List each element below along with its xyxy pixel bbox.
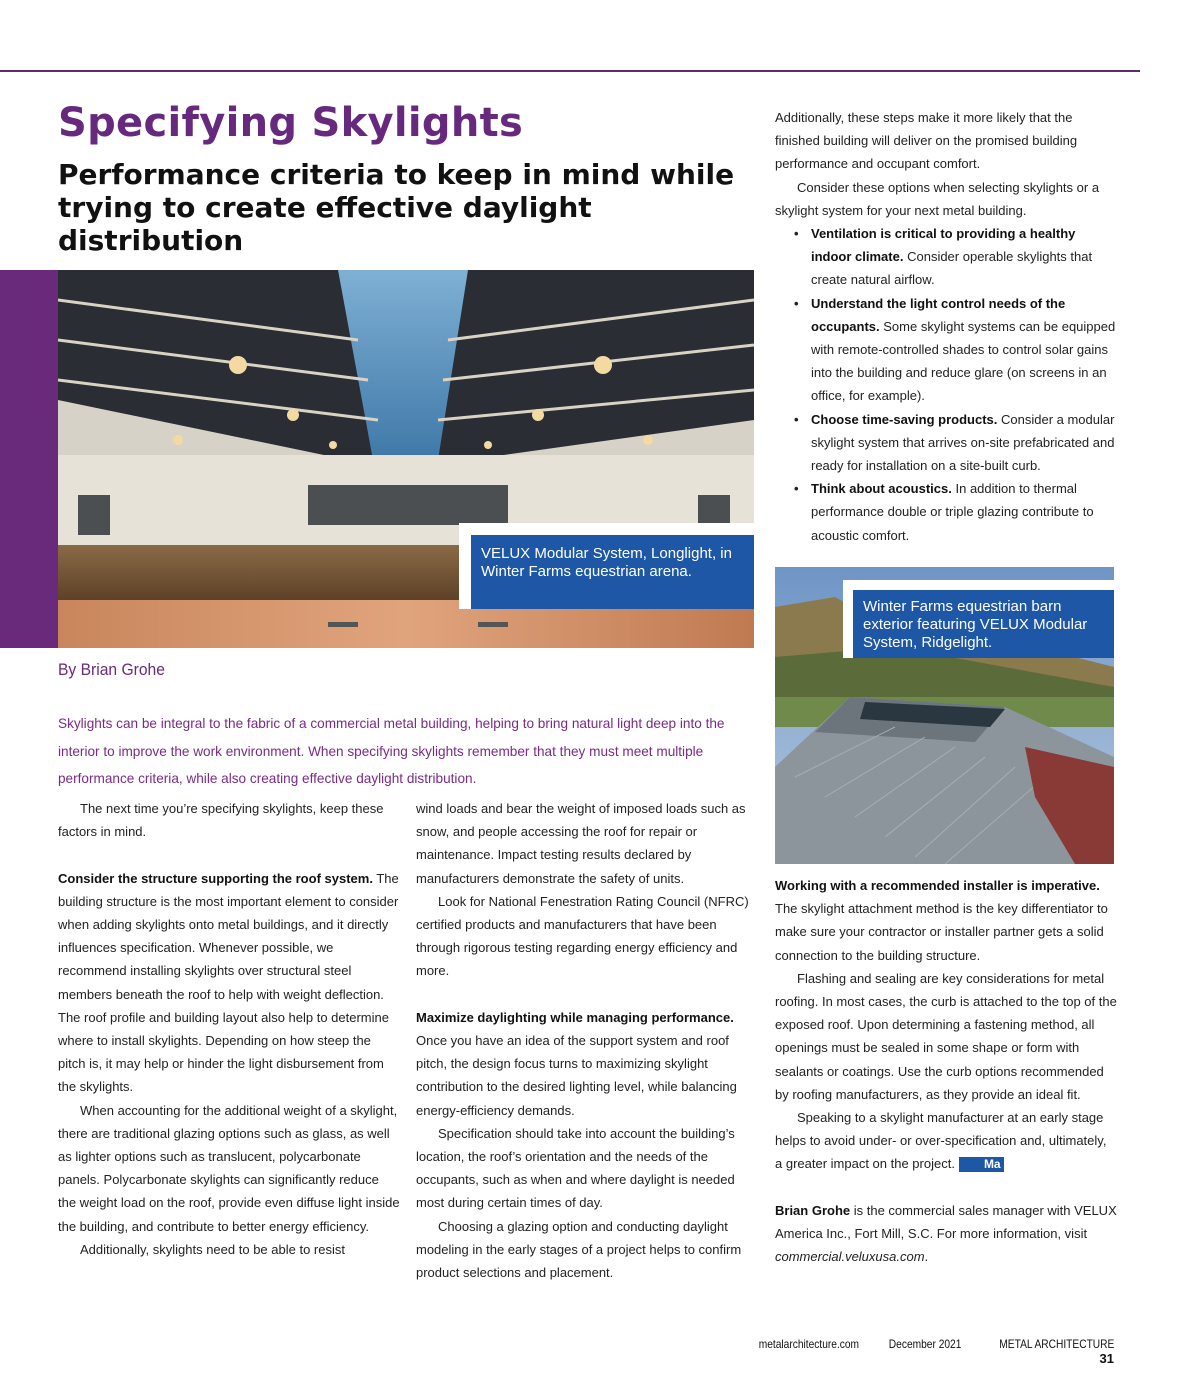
page-footer bbox=[700, 1337, 1114, 1366]
paragraph: Consider these options when selecting skylights or a skylight system for your next metal building. bbox=[775, 179, 1100, 218]
article-subtitle: Performance criteria to keep in mind while trying to create effective daylight distribution bbox=[58, 158, 735, 257]
list-item: • Understand the light control needs of the occupants. Some skylight systems can be equipped with remote-controlled shades to control solar gains into the building and reduce glare (on screens in an office, for example). bbox=[811, 292, 1117, 408]
accent-side-bar bbox=[0, 270, 58, 648]
article-title: Specifying Skylights bbox=[58, 100, 524, 146]
bullet-icon: • bbox=[794, 226, 799, 242]
barn-caption-box bbox=[843, 580, 1114, 658]
bullet-icon: • bbox=[794, 481, 799, 497]
author-byline: By Brian Grohe bbox=[58, 660, 165, 679]
author-bio: Brian Grohe is the commercial sales manager with VELUX America Inc., Fort Mill, S.C. For more information, visit commercial.veluxusa.com. bbox=[775, 1202, 1117, 1265]
website-link[interactable]: commercial.veluxusa.com bbox=[775, 1249, 925, 1265]
body-column-4 bbox=[775, 874, 1117, 1268]
paragraph: Speaking to a skylight manufacturer at an early stage helps to avoid under- or over-specification and, ultimately, a greater impact on the project. Ma bbox=[775, 1110, 1107, 1172]
body-column-3 bbox=[775, 106, 1117, 547]
bullet-icon: • bbox=[794, 295, 799, 311]
arena-caption-box bbox=[459, 523, 754, 609]
paragraph: Flashing and sealing are key considerations for metal roofing. In most cases, the curb is attached to the top of the exposed roof. Upon determining a fastening method, all openings must be sealed in some shape or form with sealants or coatings. Use the curb options recommended by roofing manufacturers, as they provide an ideal fit. bbox=[775, 970, 1117, 1102]
paragraph: Additionally, skylights need to be able to resist bbox=[80, 1241, 345, 1257]
list-item: • Think about acoustics. In addition to thermal performance double or triple glazing contribute to acoustic comfort. bbox=[811, 477, 1117, 547]
top-rule bbox=[0, 70, 1140, 72]
paragraph: When accounting for the additional weight of a skylight, there are traditional glazing options such as glass, as well as lighter options such as translucent, polycarbonate panels. Polycarbonate skylights can significantly reduce the weight load on the roof, provide even diffuse light inside the building, and contribute to better energy efficiency. bbox=[58, 1102, 400, 1234]
paragraph: Consider the structure supporting the roof system. The building structure is the most important element to consider when adding skylights onto metal buildings, and it directly influences specification. Whenever possible, we recommend installing skylights over structural steel members beneath the roof to help with weight deflection. The roof profile and building layout also help to determine where to install skylights. Depending on how steep the pitch is, it may help or hinder the light disbursement from the skylights. bbox=[58, 870, 399, 1095]
list-item: • Ventilation is critical to providing a healthy indoor climate. Consider operable skylights that create natural airflow. bbox=[811, 222, 1117, 292]
paragraph: Look for National Fenestration Rating Council (NFRC) certified products and manufacturers that have been through rigorous testing regarding energy efficiency and more. bbox=[416, 893, 749, 979]
paragraph: Working with a recommended installer is imperative. The skylight attachment method is the key differentiator to make sure your contractor or installer partner gets a solid connection to the building structure. bbox=[775, 878, 1108, 963]
arena-caption: VELUX Modular System, Longlight, in Winter Farms equestrian arena. bbox=[471, 535, 754, 609]
paragraph: wind loads and bear the weight of imposed loads such as snow, and people accessing the roof for repair or maintenance. Impact testing results declared by manufacturers demonstrate the safety of units. bbox=[416, 801, 746, 886]
bullet-icon: • bbox=[794, 411, 799, 427]
paragraph: The next time you’re specifying skylights, keep these factors in mind. bbox=[58, 801, 384, 840]
section-heading: Working with a recommended installer is imperative. bbox=[775, 878, 1100, 893]
footer-magazine: METAL ARCHITECTURE bbox=[998, 1337, 1114, 1351]
section-heading: Consider the structure supporting the roof system. bbox=[58, 870, 373, 886]
paragraph: Additionally, these steps make it more likely that the finished building will deliver on the promised building performance and occupant comfort. bbox=[775, 110, 1078, 172]
end-mark-logo: Ma bbox=[959, 1157, 1004, 1172]
intro-paragraph: Skylights can be integral to the fabric of a commercial metal building, helping to bring natural light deep into the interior to improve the work environment. When specifying skylights remember that they must meet multiple performance criteria, while also creating effective daylight distribution. bbox=[58, 716, 725, 786]
page-number: 31 bbox=[1099, 1351, 1114, 1366]
body-column-1 bbox=[58, 797, 400, 1261]
options-list bbox=[775, 222, 1117, 547]
body-column-2 bbox=[416, 797, 756, 1284]
list-item: • Choose time-saving products. Consider a modular skylight system that arrives on-site prefabricated and ready for installation on a site-built curb. bbox=[811, 408, 1117, 478]
paragraph: Specification should take into account the building’s location, the roof’s orientation and the needs of the occupants, such as when and where daylight is needed most during certain times of day. bbox=[416, 1125, 735, 1211]
footer-website: metalarchitecture.com bbox=[758, 1337, 859, 1351]
footer-date: December 2021 bbox=[888, 1337, 962, 1351]
paragraph: Choosing a glazing option and conducting daylight modeling in the early stages of a project helps to confirm product selections and placement. bbox=[416, 1218, 742, 1281]
section-heading: Maximize daylighting while managing performance. bbox=[416, 1009, 734, 1025]
paragraph: Maximize daylighting while managing performance. Once you have an idea of the support system and roof pitch, the design focus turns to maximizing skylight contribution to the desired lighting level, while balancing energy-efficiency demands. bbox=[416, 1009, 737, 1118]
barn-caption: Winter Farms equestrian barn exterior featuring VELUX Modular System, Ridgelight. bbox=[853, 590, 1114, 658]
